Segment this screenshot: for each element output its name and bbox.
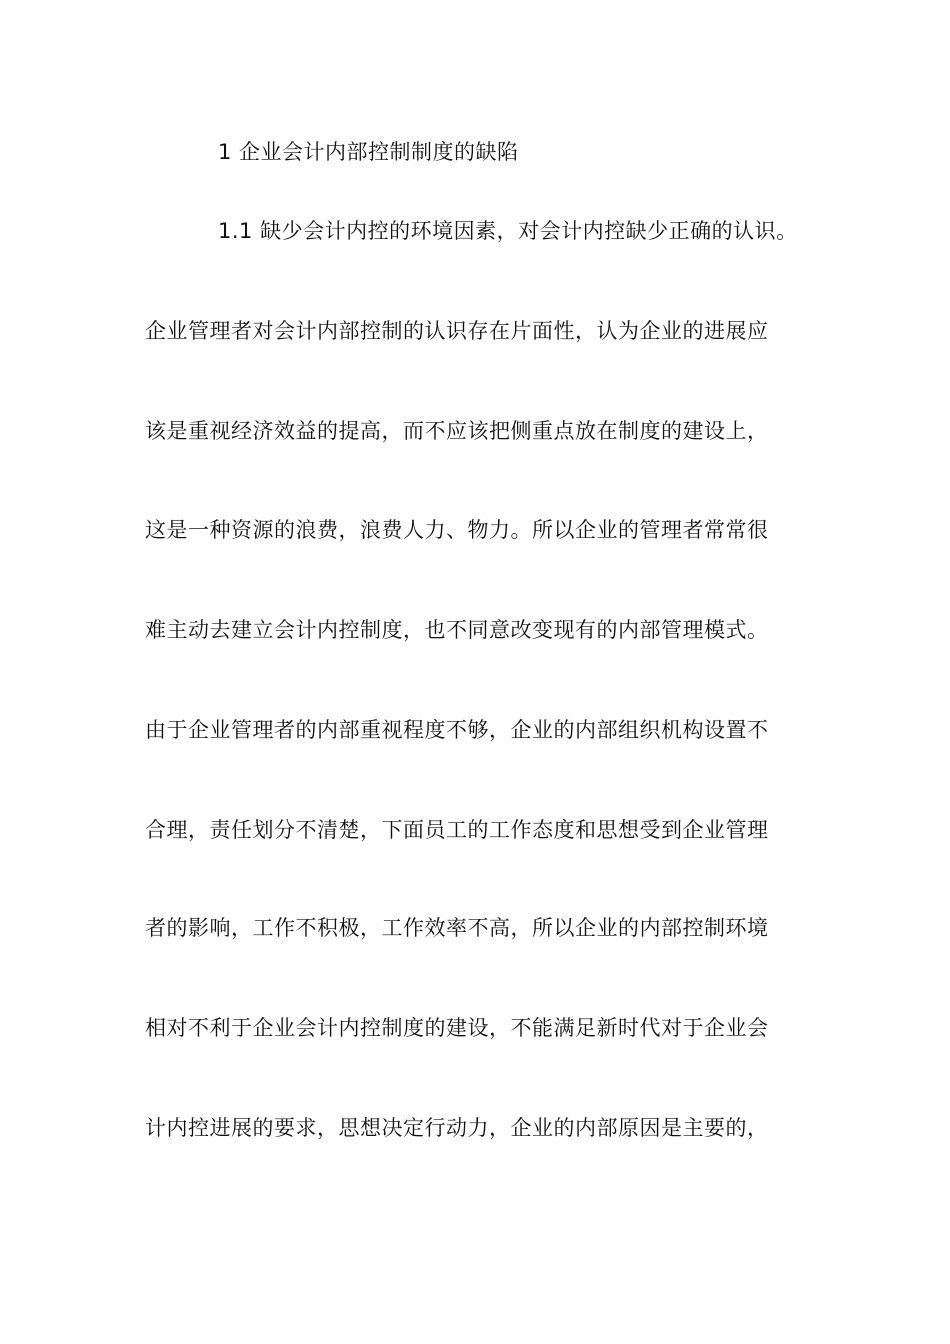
body-line: 难主动去建立会计内控制度，也不同意改变现有的内部管理模式。 bbox=[145, 618, 769, 642]
body-line: 这是一种资源的浪费，浪费人力、物力。所以企业的管理者常常很 bbox=[145, 518, 769, 542]
body-line: 合理，责任划分不清楚，下面员工的工作态度和思想受到企业管理 bbox=[145, 818, 769, 842]
body-line: 由于企业管理者的内部重视程度不够，企业的内部组织机构设置不 bbox=[145, 718, 769, 742]
body-line: 企业管理者对会计内部控制的认识存在片面性，认为企业的进展应 bbox=[145, 319, 769, 343]
body-line: 相对不利于企业会计内控制度的建设，不能满足新时代对于企业会 bbox=[145, 1016, 769, 1040]
section-heading: 1 企业会计内部控制制度的缺陷 bbox=[218, 140, 519, 164]
body-line: 该是重视经济效益的提高，而不应该把侧重点放在制度的建设上， bbox=[145, 419, 769, 443]
body-line: 计内控进展的要求，思想决定行动力，企业的内部原因是主要的， bbox=[145, 1116, 769, 1140]
subsection-heading: 1.1 缺少会计内控的环境因素，对会计内控缺少正确的认识。 bbox=[218, 219, 798, 243]
body-line: 者的影响，工作不积极，工作效率不高，所以企业的内部控制环境 bbox=[145, 916, 769, 940]
